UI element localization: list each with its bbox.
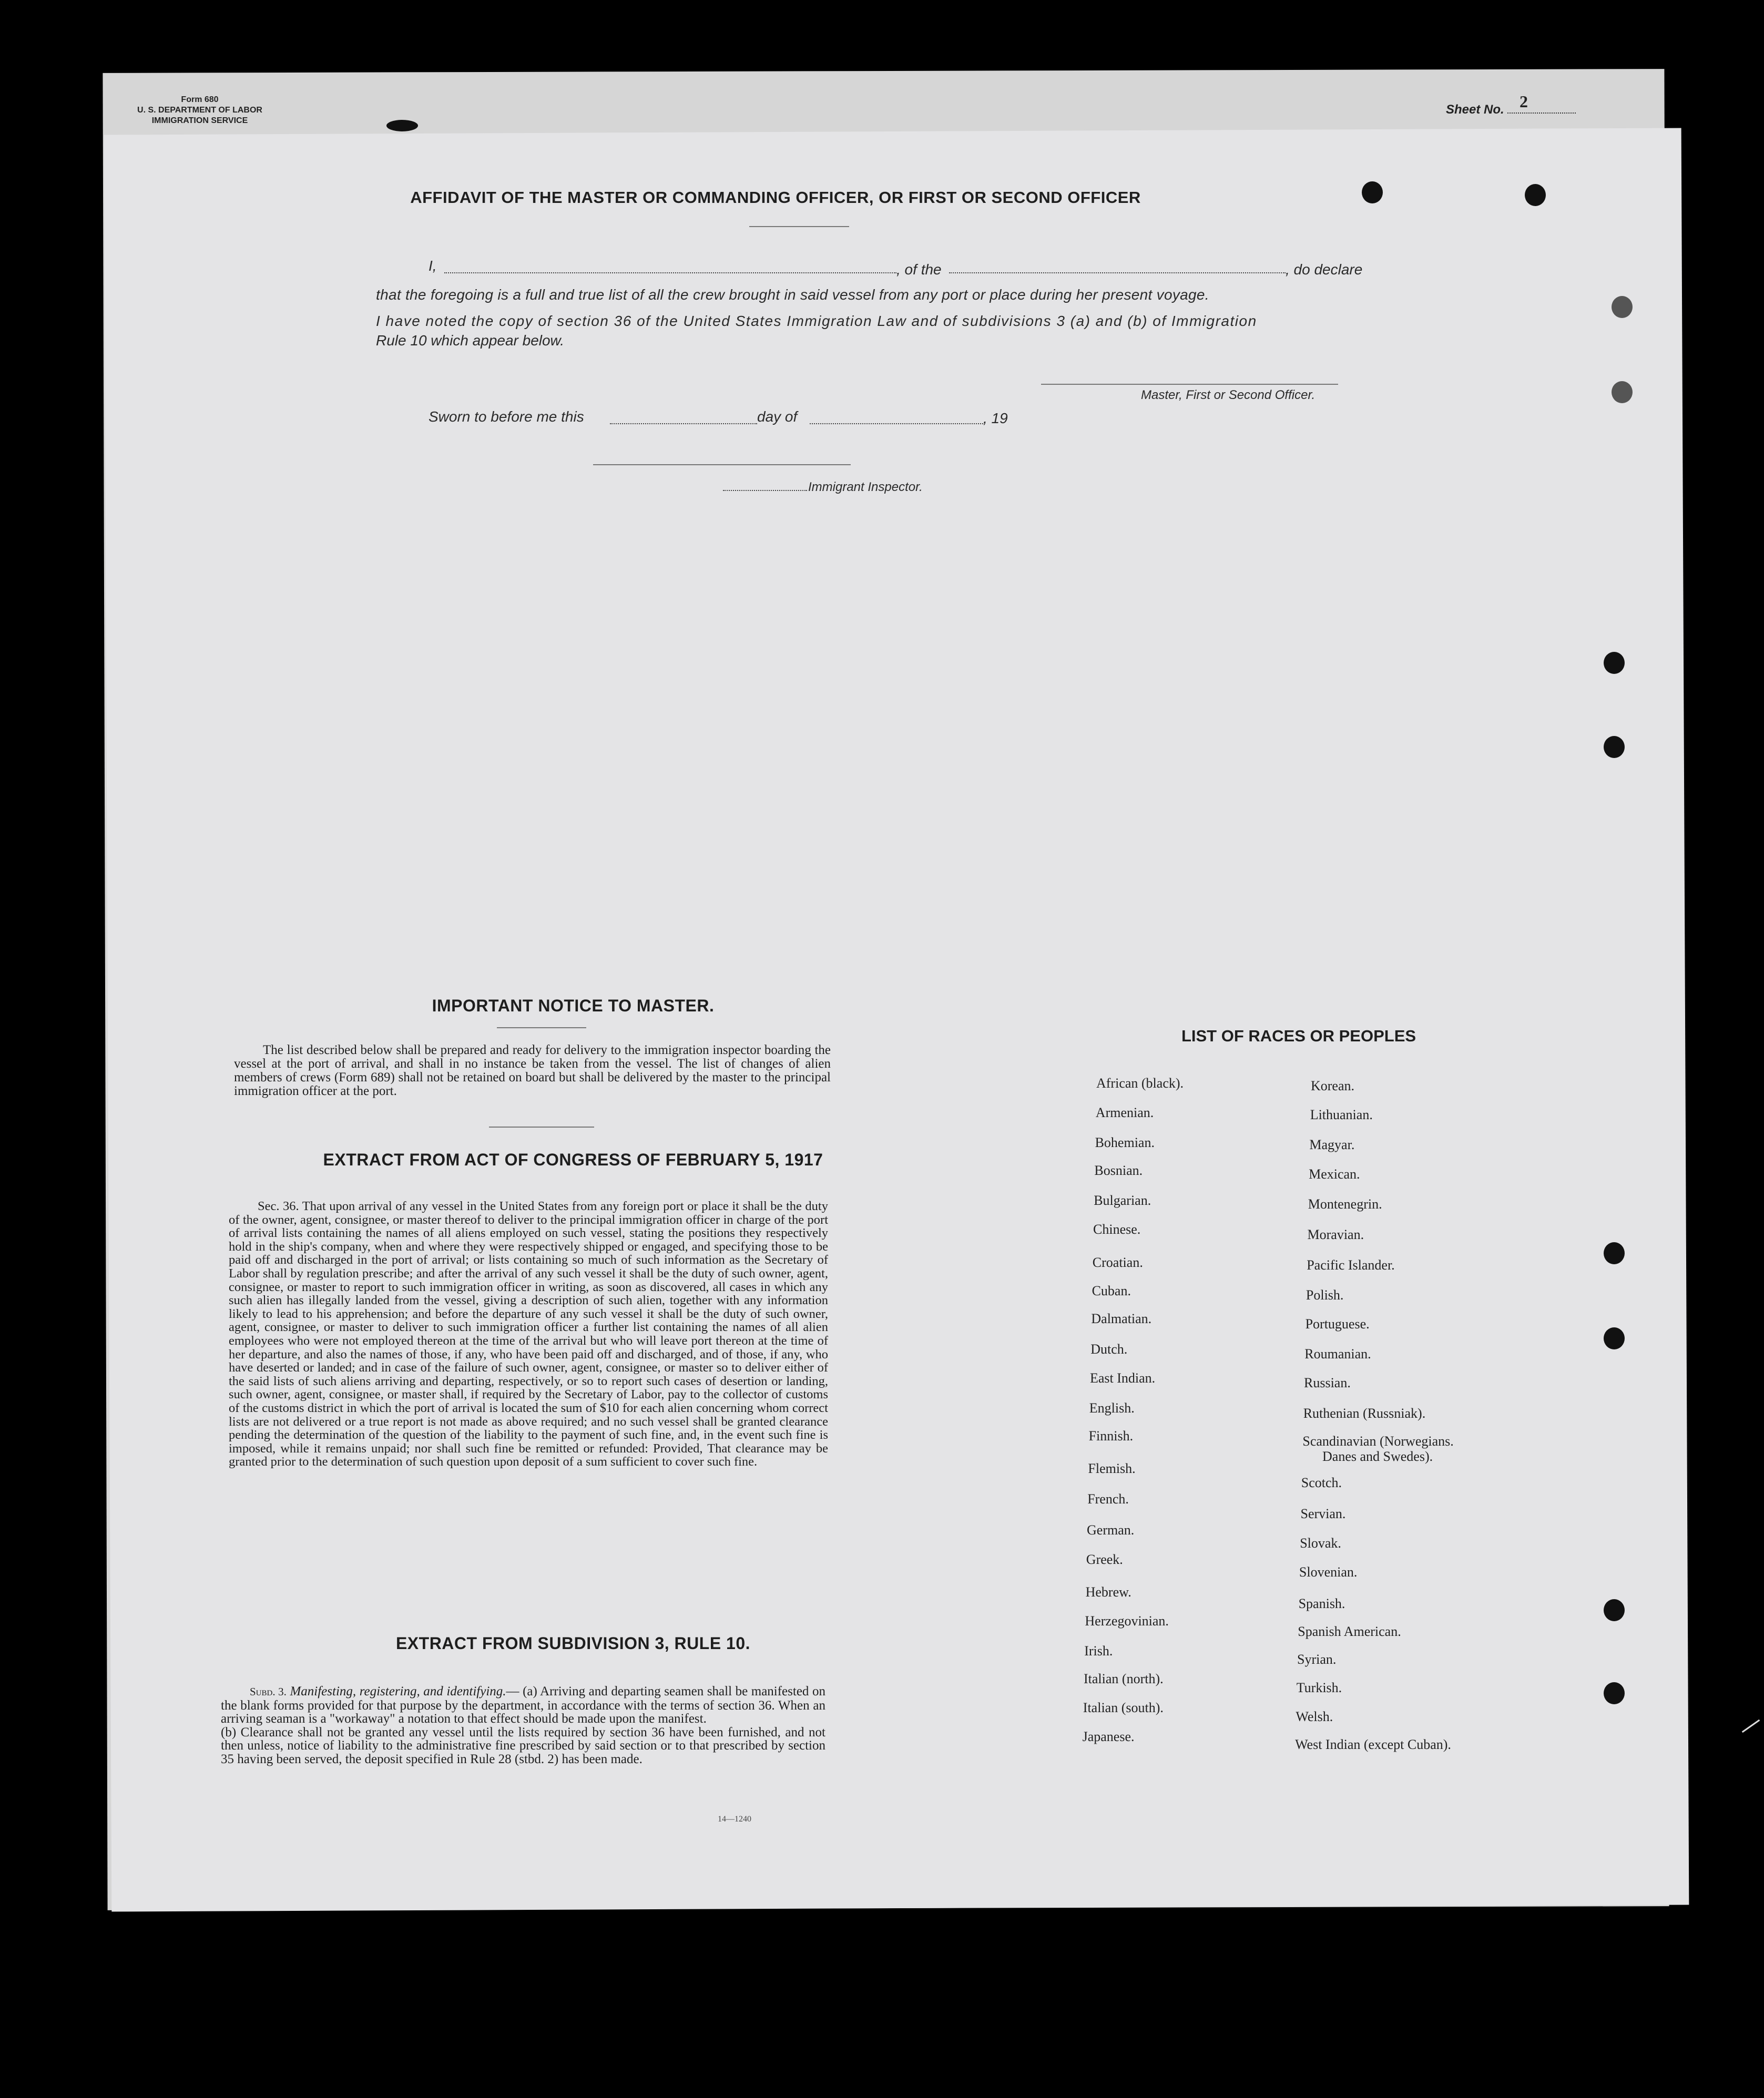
race-item: Pacific Islander.: [1307, 1257, 1395, 1273]
race-item: East Indian.: [1090, 1370, 1156, 1386]
sheet-label: Sheet No.: [1446, 103, 1504, 117]
race-item: Magyar.: [1309, 1137, 1355, 1152]
race-item: Japanese.: [1082, 1729, 1135, 1744]
race-item: Turkish.: [1296, 1680, 1342, 1695]
section-36-text: Sec. 36. That upon arrival of any vessel in the United States from any foreign port or place it shall be the duty of the owner, agent, consignee, or master thereof to deliver to the principal immigration officer in charge of the port of arrival lists containing the names of all aliens employed on such vessel, stating the positions they respectively hold in the ship's company, when and where they were respectively shipped or engaged, and specifying those to be paid off and discharged in the port of arrival; or lists containing so much of such information as the Secretary of Labor shall by regulation prescribe; and after the arrival of any such vessel it shall be the duty of such owner, agent, consignee, or master to report to such immigration officer in writing, as soon as discovered, all cases in which any such alien has illegally landed from the vessel, giving a description of such alien, together with any information likely to lead to his apprehension; and before the departure of any such vessel it shall be the duty of such owner, agent, consignee, or master to deliver to such immigration officer a further list containing the names of all alien employees who were not employed thereon at the time of the arrival but who will leave port thereon at the time of her departure, and also the names of those, if any, who have been paid off and discharged, and of those, if any, who have deserted or landed; and in case of the failure of such owner, agent, consignee, or master so to deliver either of the said lists of such aliens arriving and departing, respectively, or so to report such cases of desertion or landing, such owner, agent, consignee, or master shall, if required by the Secretary of Labor, pay to the collector of customs of the customs district in which the port of arrival is located the sum of $10 for each alien concerning whom correct lists are not delivered or a true report is not made as above required; and no such vessel shall be granted clearance pending the determination of the question of the liability to the payment of such fine, and, in the event such fine is imposed, while it remains unpaid; nor shall such fine be remitted or refunded: Provided, That clearance may be granted prior to the determination of such question upon deposit of a sum sufficient to cover such fine.: [229, 1199, 828, 1469]
race-item: Irish.: [1084, 1643, 1113, 1659]
subd-heading: Manifesting, registering, and identifying.: [290, 1684, 506, 1698]
master-signature-label: Master, First or Second Officer.: [1141, 388, 1316, 402]
race-item: Armenian.: [1095, 1105, 1154, 1120]
race-item: Herzegovinian.: [1085, 1613, 1169, 1629]
declaration-prefix: I,: [429, 258, 437, 274]
service-name: IMMIGRATION SERVICE: [151, 116, 248, 125]
sworn-prefix: Sworn to before me this: [429, 408, 584, 425]
subd-text-a: — (a) Arriving and departing seamen shall be manifested on the blank forms provided for that purpose by the department, in accordance with the terms of section 36. When an arriving seaman is a "workaway" a notation to that effect should be made upon the manifest.: [221, 1684, 825, 1726]
notice-title: IMPORTANT NOTICE TO MASTER.: [432, 996, 715, 1015]
form-number: Form 680: [181, 95, 219, 104]
sworn-day-label: day of: [757, 408, 798, 425]
race-item: Syrian.: [1297, 1652, 1337, 1667]
margin-mark: [1742, 1720, 1760, 1733]
race-item: Servian.: [1300, 1506, 1346, 1521]
punch-hole: [386, 120, 418, 131]
declaration-end: , do declare: [1286, 261, 1363, 278]
sheet-number: 2: [1520, 92, 1528, 111]
rule-10-text: [221, 1685, 825, 1766]
race-item: Italian (north).: [1084, 1671, 1164, 1686]
inspector-label: Immigrant Inspector.: [808, 480, 923, 494]
race-item: Russian.: [1304, 1375, 1351, 1390]
race-item: Welsh.: [1296, 1709, 1333, 1724]
vessel-field[interactable]: [949, 272, 1286, 273]
divider: [749, 226, 849, 227]
race-item: Hebrew.: [1085, 1584, 1131, 1600]
race-item: Croatian.: [1092, 1255, 1143, 1270]
race-item: French.: [1087, 1491, 1129, 1507]
rule-extract-title: EXTRACT FROM SUBDIVISION 3, RULE 10.: [395, 1634, 751, 1653]
race-item: Dalmatian.: [1091, 1311, 1152, 1326]
punch-hole: [1604, 1682, 1625, 1704]
races-title: LIST OF RACES OR PEOPLES: [1181, 1027, 1416, 1045]
race-item: Chinese.: [1093, 1222, 1141, 1237]
divider: [489, 1127, 594, 1128]
notice-text: The list described below shall be prepared and ready for delivery to the immigration inspector boarding the vessel at the port of arrival, and shall in no instance be taken from the vessel. The list of changes of alien members of crews (Form 689) shall not be retained on board but shall be delivered by the master to the principal immigration officer at the port.: [234, 1043, 831, 1098]
act-extract-title: EXTRACT FROM ACT OF CONGRESS OF FEBRUARY 5, 1917: [323, 1150, 823, 1169]
divider: [497, 1027, 586, 1028]
race-item: West Indian (except Cuban).: [1295, 1737, 1451, 1752]
master-signature-line[interactable]: [1041, 384, 1338, 385]
race-item: Moravian.: [1307, 1227, 1364, 1242]
race-item: Slovak.: [1300, 1536, 1341, 1551]
race-item: Slovenian.: [1299, 1564, 1358, 1580]
declaration-mid: , of the: [896, 261, 942, 278]
race-item: Greek.: [1086, 1552, 1123, 1567]
declaration-line-2: that the foregoing is a full and true list of all the crew brought in said vessel from any port or place during her present voyage.: [376, 286, 1209, 303]
punch-hole: [1604, 1599, 1625, 1621]
punch-hole: [1604, 736, 1625, 758]
race-item: Danes and Swedes).: [1322, 1449, 1433, 1464]
race-item: English.: [1089, 1400, 1135, 1416]
affidavit-title: AFFIDAVIT OF THE MASTER OR COMMANDING OFFICER, OR FIRST OR SECOND OFFICER: [410, 188, 1141, 207]
race-item: Korean.: [1311, 1078, 1355, 1093]
race-item: Spanish.: [1298, 1596, 1345, 1611]
race-item: Italian (south).: [1083, 1700, 1164, 1715]
sheet-number-field: [1446, 92, 1576, 117]
punch-hole: [1362, 181, 1383, 203]
race-item: German.: [1087, 1522, 1135, 1538]
race-item: Flemish.: [1088, 1461, 1136, 1476]
declaration-line-3: I have noted the copy of section 36 of the United States Immigration Law and of subdivisions 3 (a) and (b) of Immigration: [376, 313, 1257, 329]
race-item: Spanish American.: [1298, 1624, 1401, 1639]
race-item: African (black).: [1096, 1076, 1184, 1091]
race-item: Lithuanian.: [1310, 1107, 1373, 1122]
race-item: Cuban.: [1092, 1283, 1131, 1298]
race-item: Dutch.: [1090, 1342, 1128, 1357]
department-name: U. S. DEPARTMENT OF LABOR: [137, 106, 262, 115]
race-item: Polish.: [1306, 1287, 1344, 1303]
race-item: Scandinavian (Norwegians.: [1302, 1434, 1454, 1449]
punch-hole: [1612, 381, 1633, 403]
declaration-line-4: Rule 10 which appear below.: [376, 332, 565, 349]
race-item: Bohemian.: [1095, 1135, 1155, 1150]
subd-label: Subd. 3.: [250, 1685, 287, 1698]
race-item: Scotch.: [1301, 1475, 1342, 1490]
sworn-month-field[interactable]: [810, 423, 983, 424]
subd-text-b: (b) Clearance shall not be granted any vessel until the lists required by section 36 have been furnished, and not then unless, notice of liability to the administrative fine prescribed by said section or to that prescribed by section 35 having been served, the deposit specified in Rule 28 (stbd. 2) has been made.: [221, 1725, 825, 1766]
sworn-year-label: , 19: [983, 410, 1008, 426]
race-item: Ruthenian (Russniak).: [1303, 1406, 1426, 1421]
race-item: Portuguese.: [1305, 1316, 1370, 1332]
race-item: Bulgarian.: [1094, 1193, 1151, 1208]
punch-hole: [1604, 652, 1625, 674]
punch-hole: [1612, 296, 1633, 318]
print-code: 14—1240: [718, 1815, 751, 1824]
race-item: Finnish.: [1088, 1428, 1134, 1444]
punch-hole: [1604, 1242, 1625, 1264]
name-field[interactable]: [444, 272, 896, 273]
race-item: Bosnian.: [1094, 1163, 1143, 1178]
race-item: Roumanian.: [1304, 1346, 1371, 1362]
race-item: Mexican.: [1309, 1166, 1360, 1182]
race-item: Montenegrin.: [1308, 1196, 1382, 1212]
inspector-signature-line[interactable]: [593, 464, 851, 465]
punch-hole: [1604, 1327, 1625, 1349]
punch-hole: [1525, 184, 1546, 206]
form-identifier: [131, 95, 268, 126]
sworn-day-field[interactable]: [610, 423, 757, 424]
